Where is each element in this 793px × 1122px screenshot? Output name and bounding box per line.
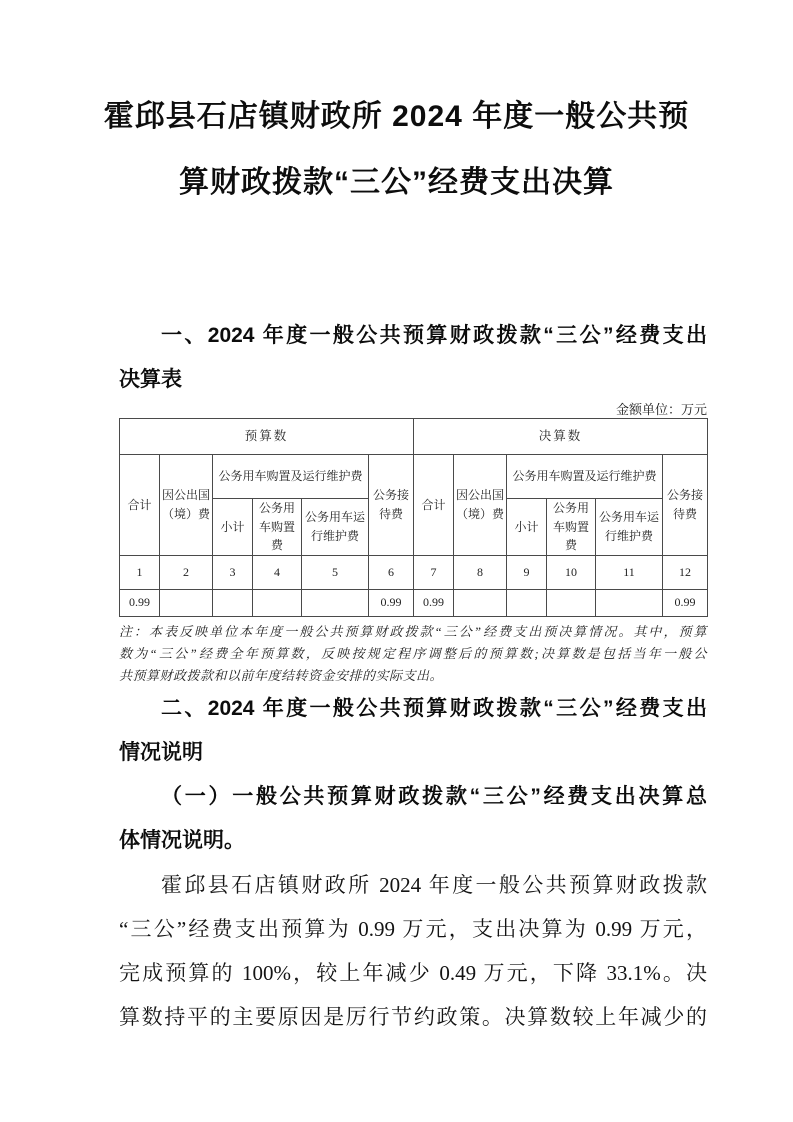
value-cell: 0.99 [120, 589, 160, 616]
column-number-cell: 8 [454, 555, 507, 589]
subsection1-heading-line-2: 体情况说明。 [119, 828, 245, 852]
budget-vehicle-header: 公务用车购置及运行维护费 [213, 455, 369, 499]
section2-heading [119, 687, 707, 775]
column-number-cell: 9 [507, 555, 547, 589]
final-total-header: 合计 [414, 455, 454, 556]
subsection1-heading [119, 775, 707, 863]
column-number-cell: 6 [369, 555, 414, 589]
section2-heading-line-2: 情况说明 [119, 740, 203, 764]
note-line-3: 共预算财政拨款和以前年度结转资金安排的实际支出。 [119, 667, 444, 683]
table-header-row-upper [120, 455, 708, 499]
value-cell [253, 589, 302, 616]
section1-heading-line-1: 一、2024 年度一般公共预算财政拨款“三公”经费支出 [161, 324, 707, 347]
budget-total-header: 合计 [120, 455, 160, 556]
column-number-row [120, 555, 708, 589]
budget-purchase-header: 公务用车购置费 [253, 499, 302, 556]
sangong-expense-table [119, 418, 708, 617]
title-line-2: 算财政拨款“三公”经费支出决算 [179, 166, 614, 199]
column-number-cell: 5 [302, 555, 369, 589]
section1-heading [119, 314, 707, 402]
subsection1-heading-line-1: （一）一般公共预算财政拨款“三公”经费支出决算总 [161, 784, 707, 808]
final-purchase-header: 公务用车购置费 [547, 499, 596, 556]
column-number-cell: 10 [547, 555, 596, 589]
final-group-header: 决算数 [414, 419, 708, 455]
column-number-cell: 7 [414, 555, 454, 589]
column-number-cell: 3 [213, 555, 253, 589]
column-number-cell: 12 [663, 555, 708, 589]
section2-heading-line-1: 二、2024 年度一般公共预算财政拨款“三公”经费支出 [161, 696, 707, 720]
section1-heading-line-2: 决算表 [119, 368, 182, 391]
value-cell [454, 589, 507, 616]
final-vehicle-header: 公务用车购置及运行维护费 [507, 455, 663, 499]
table-note [119, 621, 707, 687]
final-subtotal-header: 小计 [507, 499, 547, 556]
value-cell [160, 589, 213, 616]
budget-group-header: 预算数 [120, 419, 414, 455]
value-cell [507, 589, 547, 616]
value-cell [547, 589, 596, 616]
title-line-1: 霍邱县石店镇财政所 2024 年度一般公共预 [103, 100, 690, 133]
budget-operation-header: 公务用车运行维护费 [302, 499, 369, 556]
value-row [120, 589, 708, 616]
budget-reception-header: 公务接待费 [369, 455, 414, 556]
table-group-header-row [120, 419, 708, 455]
paragraph-line-4: 算数持平的主要原因是厉行节约政策。决算数较上年减少的 [119, 1004, 707, 1029]
column-number-cell: 11 [596, 555, 663, 589]
value-cell [596, 589, 663, 616]
column-number-cell: 4 [253, 555, 302, 589]
document-body [119, 314, 707, 1039]
value-cell [302, 589, 369, 616]
body-paragraph [119, 863, 707, 1039]
amount-unit-label: 金额单位：万元 [615, 402, 707, 417]
value-cell: 0.99 [414, 589, 454, 616]
budget-abroad-header: 因公出国（境）费 [160, 455, 213, 556]
document-title [0, 84, 793, 216]
value-cell: 0.99 [369, 589, 414, 616]
final-operation-header: 公务用车运行维护费 [596, 499, 663, 556]
value-cell: 0.99 [663, 589, 708, 616]
value-cell [213, 589, 253, 616]
note-line-1: 注：本表反映单位本年度一般公共预算财政拨款“三公”经费支出预决算情况。其中，预算 [119, 623, 707, 639]
paragraph-line-2: “三公”经费支出预算为 0.99 万元，支出决算为 0.99 万元， [119, 916, 707, 941]
column-number-cell: 1 [120, 555, 160, 589]
paragraph-line-1: 霍邱县石店镇财政所 2024 年度一般公共预算财政拨款 [161, 872, 707, 897]
column-number-cell: 2 [160, 555, 213, 589]
final-reception-header: 公务接待费 [663, 455, 708, 556]
paragraph-line-3: 完成预算的 100%，较上年减少 0.49 万元，下降 33.1%。决 [119, 960, 707, 985]
note-line-2: 数为“三公”经费全年预算数，反映按规定程序调整后的预算数;决算数是包括当年一般公 [119, 645, 707, 661]
final-abroad-header: 因公出国（境）费 [454, 455, 507, 556]
budget-subtotal-header: 小计 [213, 499, 253, 556]
